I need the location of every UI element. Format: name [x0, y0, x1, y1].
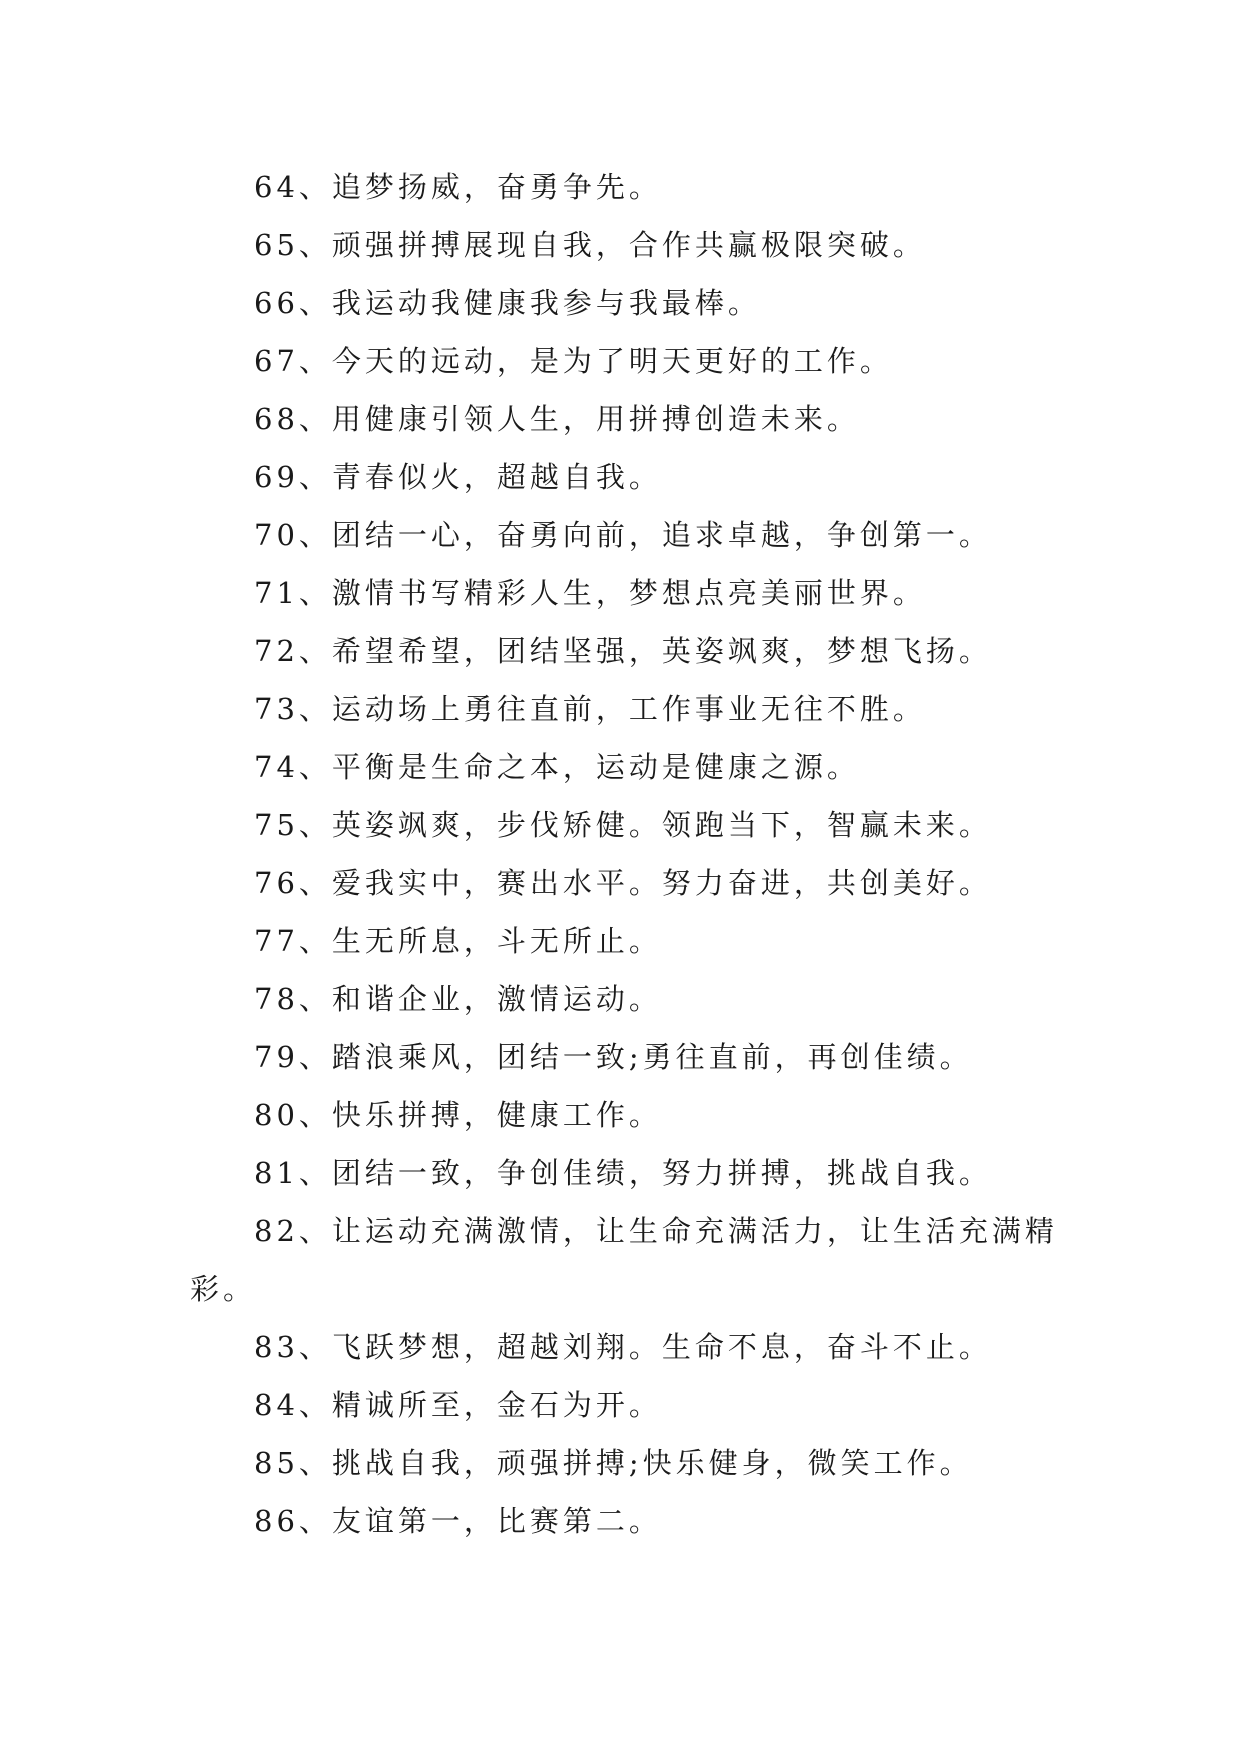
list-item-78: 78、和谐企业，激情运动。	[254, 982, 662, 1016]
document-body	[190, 158, 1070, 1550]
list-item-84: 84、精诚所至，金石为开。	[254, 1388, 662, 1422]
list-item-71: 71、激情书写精彩人生，梦想点亮美丽世界。	[254, 576, 926, 610]
list-item-86: 86、友谊第一，比赛第二。	[254, 1504, 662, 1538]
list-item-85: 85、挑战自我，顽强拼搏;快乐健身，微笑工作。	[254, 1446, 973, 1480]
list-item-65: 65、顽强拼搏展现自我，合作共赢极限突破。	[254, 228, 926, 262]
list-item-76: 76、爱我实中，赛出水平。努力奋进，共创美好。	[254, 866, 992, 900]
list-item-69: 69、青春似火，超越自我。	[254, 460, 662, 494]
list-item-64: 64、追梦扬威，奋勇争先。	[254, 170, 662, 204]
list-item-67: 67、今天的远动，是为了明天更好的工作。	[254, 344, 893, 378]
list-item-77: 77、生无所息，斗无所止。	[254, 924, 662, 958]
list-item-82: 82、让运动充满激情，让生命充满活力，让生活充满精	[254, 1214, 1058, 1248]
list-item-70: 70、团结一心，奋勇向前，追求卓越，争创第一。	[254, 518, 992, 552]
list-item-75: 75、英姿飒爽，步伐矫健。领跑当下，智赢未来。	[254, 808, 992, 842]
list-item-79: 79、踏浪乘风，团结一致;勇往直前，再创佳绩。	[254, 1040, 973, 1074]
list-item-66: 66、我运动我健康我参与我最棒。	[254, 286, 761, 320]
list-item-80: 80、快乐拼搏，健康工作。	[254, 1098, 662, 1132]
list-item-68: 68、用健康引领人生，用拼搏创造未来。	[254, 402, 860, 436]
list-item-83: 83、飞跃梦想，超越刘翔。生命不息，奋斗不止。	[254, 1330, 992, 1364]
list-item-82-continuation: 彩。	[190, 1272, 257, 1306]
list-item-81: 81、团结一致，争创佳绩，努力拼搏，挑战自我。	[254, 1156, 992, 1190]
list-item-72: 72、希望希望，团结坚强，英姿飒爽，梦想飞扬。	[254, 634, 992, 668]
list-item-74: 74、平衡是生命之本，运动是健康之源。	[254, 750, 860, 784]
list-item-73: 73、运动场上勇往直前，工作事业无往不胜。	[254, 692, 926, 726]
